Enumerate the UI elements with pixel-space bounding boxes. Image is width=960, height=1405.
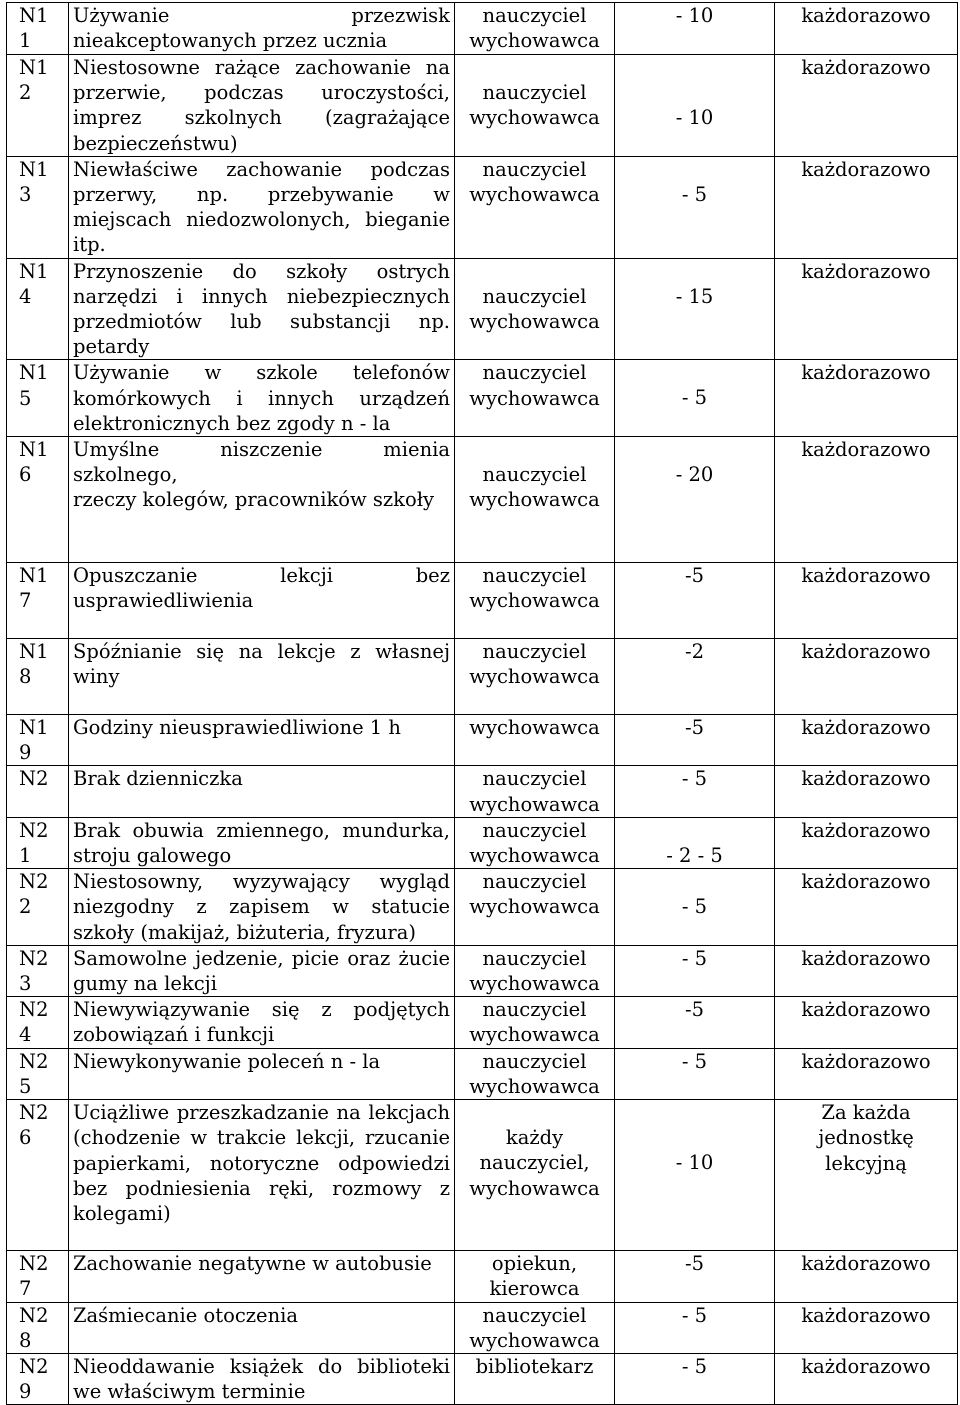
row-responsible: nauczyciel wychowawca <box>455 563 615 639</box>
row-responsible: nauczyciel wychowawca <box>455 945 615 996</box>
row-responsible: nauczyciel wychowawca <box>455 1302 615 1353</box>
row-code: N1 1 <box>7 3 69 55</box>
row-points: - 10 <box>615 3 775 55</box>
row-responsible: nauczyciel wychowawca <box>455 1048 615 1099</box>
table-row <box>7 1251 958 1302</box>
table-row <box>7 1100 958 1251</box>
row-description: Brak dzienniczka <box>69 766 455 817</box>
row-description: Niewłaściwe zachowanie podczas przerwy, np. przebywanie w miejscach niedozwolonych, bieganie itp. <box>69 156 455 258</box>
row-frequency: każdorazowo <box>775 55 958 157</box>
row-frequency: każdorazowo <box>775 869 958 946</box>
row-points: - 20 <box>615 437 775 563</box>
row-frequency: każdorazowo <box>775 156 958 258</box>
row-responsible: bibliotekarz <box>455 1353 615 1404</box>
row-description: Umyślne niszczenie mienia szkolnego, rzeczy kolegów, pracowników szkoły <box>69 437 455 563</box>
row-description: Używanie przezwisk nieakceptowanych przez ucznia <box>69 3 455 55</box>
row-description: Niestosowny, wyzywający wygląd niezgodny z zapisem w statucie szkoły (makijaż, biżuteria, fryzura) <box>69 869 455 946</box>
row-code: N2 9 <box>7 1353 69 1404</box>
row-points: - 5 <box>615 945 775 996</box>
row-description: Zaśmiecanie otoczenia <box>69 1302 455 1353</box>
table-row <box>7 3 958 55</box>
row-frequency: Za każda jednostkę lekcyjną <box>775 1100 958 1251</box>
row-code: N2 <box>7 766 69 817</box>
row-responsible: nauczyciel wychowawca <box>455 360 615 437</box>
row-code: N1 6 <box>7 437 69 563</box>
row-code: N1 3 <box>7 156 69 258</box>
behavior-points-table <box>6 2 958 1405</box>
row-frequency: każdorazowo <box>775 817 958 868</box>
table-row <box>7 1048 958 1099</box>
row-frequency: każdorazowo <box>775 997 958 1048</box>
row-responsible: wychowawca <box>455 715 615 766</box>
row-points: -5 <box>615 997 775 1048</box>
row-description: Opuszczanie lekcji bez usprawiedliwienia <box>69 563 455 639</box>
row-points: - 5 <box>615 766 775 817</box>
table-row <box>7 258 958 360</box>
row-code: N1 8 <box>7 639 69 715</box>
row-points: -5 <box>615 715 775 766</box>
table-row <box>7 945 958 996</box>
table-row <box>7 869 958 946</box>
row-responsible: nauczyciel wychowawca <box>455 258 615 360</box>
row-points: -2 <box>615 639 775 715</box>
table-row <box>7 639 958 715</box>
row-points: -5 <box>615 1251 775 1302</box>
row-points: - 10 <box>615 55 775 157</box>
row-code: N2 5 <box>7 1048 69 1099</box>
row-responsible: nauczyciel wychowawca <box>455 437 615 563</box>
row-description: Brak obuwia zmiennego, mundurka, stroju galowego <box>69 817 455 868</box>
row-frequency: każdorazowo <box>775 3 958 55</box>
row-code: N1 5 <box>7 360 69 437</box>
row-points: - 5 <box>615 156 775 258</box>
row-points: - 15 <box>615 258 775 360</box>
row-frequency: każdorazowo <box>775 1353 958 1404</box>
row-code: N1 4 <box>7 258 69 360</box>
row-points: - 5 <box>615 869 775 946</box>
row-code: N1 7 <box>7 563 69 639</box>
table-row <box>7 997 958 1048</box>
row-code: N1 9 <box>7 715 69 766</box>
row-frequency: każdorazowo <box>775 258 958 360</box>
row-code: N2 7 <box>7 1251 69 1302</box>
row-description: Nieoddawanie książek do biblioteki we właściwym terminie <box>69 1353 455 1404</box>
row-frequency: każdorazowo <box>775 437 958 563</box>
row-points: - 2 - 5 <box>615 817 775 868</box>
row-responsible: każdy nauczyciel, wychowawca <box>455 1100 615 1251</box>
row-responsible: nauczyciel wychowawca <box>455 156 615 258</box>
row-frequency: każdorazowo <box>775 715 958 766</box>
row-frequency: każdorazowo <box>775 766 958 817</box>
table-row <box>7 360 958 437</box>
row-points: - 5 <box>615 1353 775 1404</box>
row-frequency: każdorazowo <box>775 945 958 996</box>
table-row <box>7 715 958 766</box>
row-description: Niewykonywanie poleceń n - la <box>69 1048 455 1099</box>
row-points: - 5 <box>615 1302 775 1353</box>
row-code: N2 3 <box>7 945 69 996</box>
table-row <box>7 1353 958 1404</box>
table-row <box>7 55 958 157</box>
row-frequency: każdorazowo <box>775 1048 958 1099</box>
row-responsible: opiekun, kierowca <box>455 1251 615 1302</box>
row-description: Godziny nieusprawiedliwione 1 h <box>69 715 455 766</box>
row-frequency: każdorazowo <box>775 639 958 715</box>
table-row <box>7 437 958 563</box>
row-responsible: nauczyciel wychowawca <box>455 3 615 55</box>
row-frequency: każdorazowo <box>775 360 958 437</box>
row-frequency: każdorazowo <box>775 1302 958 1353</box>
row-responsible: nauczyciel wychowawca <box>455 817 615 868</box>
row-frequency: każdorazowo <box>775 563 958 639</box>
table-row <box>7 563 958 639</box>
row-description: Spóźnianie się na lekcje z własnej winy <box>69 639 455 715</box>
row-responsible: nauczyciel wychowawca <box>455 766 615 817</box>
row-code: N2 1 <box>7 817 69 868</box>
row-description: Samowolne jedzenie, picie oraz żucie gumy na lekcji <box>69 945 455 996</box>
row-code: N1 2 <box>7 55 69 157</box>
row-points: -5 <box>615 563 775 639</box>
row-code: N2 8 <box>7 1302 69 1353</box>
table-row <box>7 1302 958 1353</box>
row-points: - 5 <box>615 360 775 437</box>
row-code: N2 4 <box>7 997 69 1048</box>
table-row <box>7 817 958 868</box>
row-description: Przynoszenie do szkoły ostrych narzędzi i innych niebezpiecznych przedmiotów lub substancji np. petardy <box>69 258 455 360</box>
table-row <box>7 766 958 817</box>
row-code: N2 2 <box>7 869 69 946</box>
row-description: Używanie w szkole telefonów komórkowych i innych urządzeń elektronicznych bez zgody n - la <box>69 360 455 437</box>
row-description: Uciążliwe przeszkadzanie na lekcjach (chodzenie w trakcie lekcji, rzucanie papierkami, notoryczne odpowiedzi bez podniesienia ręki, rozmowy z kolegami) <box>69 1100 455 1251</box>
table-row <box>7 156 958 258</box>
row-responsible: nauczyciel wychowawca <box>455 55 615 157</box>
row-frequency: każdorazowo <box>775 1251 958 1302</box>
row-points: - 5 <box>615 1048 775 1099</box>
row-points: - 10 <box>615 1100 775 1251</box>
row-code: N2 6 <box>7 1100 69 1251</box>
row-description: Zachowanie negatywne w autobusie <box>69 1251 455 1302</box>
row-responsible: nauczyciel wychowawca <box>455 639 615 715</box>
row-description: Niestosowne rażące zachowanie na przerwie, podczas uroczystości, imprez szkolnych (zagrażające bezpieczeństwu) <box>69 55 455 157</box>
row-responsible: nauczyciel wychowawca <box>455 997 615 1048</box>
row-responsible: nauczyciel wychowawca <box>455 869 615 946</box>
row-description: Niewywiązywanie się z podjętych zobowiązań i funkcji <box>69 997 455 1048</box>
